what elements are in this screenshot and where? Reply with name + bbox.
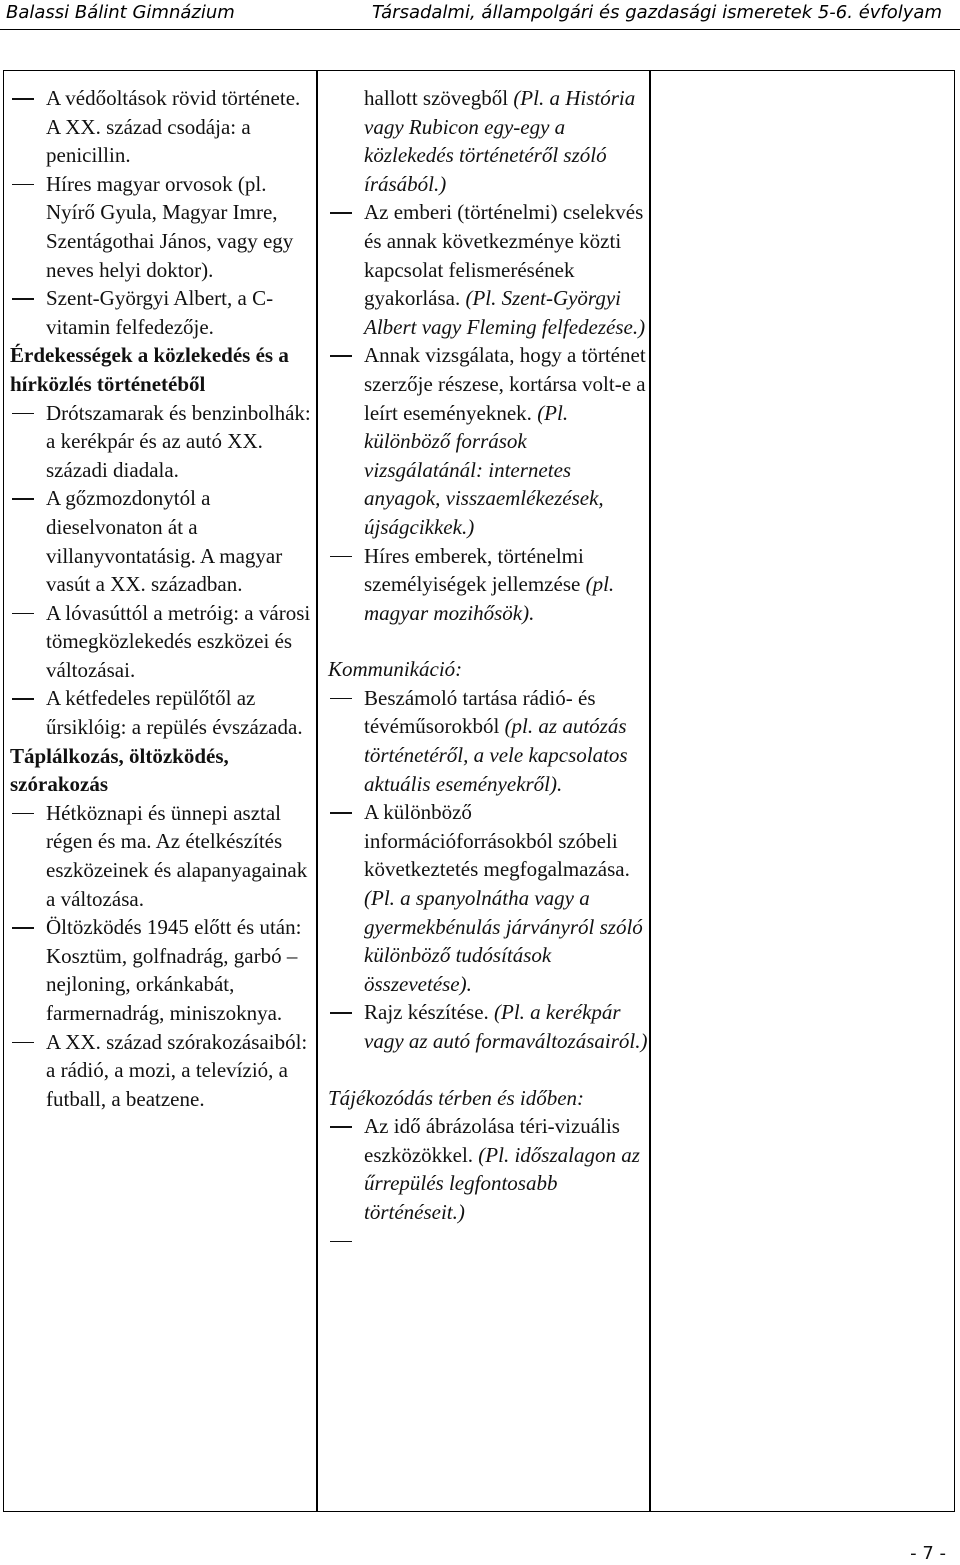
page-number: - 7 - [910, 1543, 946, 1564]
header-subject-title: Társadalmi, állampolgári és gazdasági ismeretek 5-6. évfolyam [372, 2, 942, 23]
list-item: Hétköznapi és ünnepi asztal régen és ma. Az ételkészítés eszközeinek és alapanyagainak a változása. [10, 799, 315, 913]
item-text: Annak vizsgálata, hogy a történet szerzője részese, kortársa volt-e a leírt eseményeknek. [364, 343, 646, 425]
list-item: A lóvasúttól a metróig: a városi tömegközlekedés eszközei és változásai. [10, 599, 315, 685]
item-text: Beszámoló tartása rádió- és tévéműsorokból [364, 685, 596, 739]
item-example: (Pl. Szent-Györgyi Albert vagy Fleming felfedezése.) [364, 286, 646, 339]
activities-column [328, 84, 648, 1255]
item-text: A különböző információforrásokból szóbeli következtetés megfogalmazása. [364, 800, 630, 882]
item-example: (Pl. a kerékpár vagy az autó formaváltozásairól.) [364, 1000, 648, 1053]
section-heading: Táplálkozás, öltözködés, szórakozás [10, 743, 229, 797]
curriculum-table [3, 70, 955, 1512]
list-item [328, 542, 648, 628]
list-item [328, 998, 648, 1055]
section-heading: Kommunikáció: [328, 657, 463, 682]
item-example: (pl. magyar mozihősök). [364, 572, 615, 625]
section-heading: Tájékozódás térben és időben: [328, 1085, 585, 1110]
section-heading: Érdekességek a közlekedés és a hírközlés történetéből [10, 343, 289, 396]
item-example: (pl. az autózás történetéről, a vele kapcsolatos aktuális eseményekről). [364, 714, 628, 796]
spacer [328, 1056, 648, 1084]
item-text: Rajz készítése. [364, 1000, 495, 1025]
list-item: A XX. század szórakozásaiból: a rádió, a mozi, a televízió, a futball, a beatzene. [10, 1028, 315, 1114]
list-item: Öltözködés 1945 előtt és után: Kosztüm, golfnadrág, garbó – nejloning, orkánkabát, farmernadrág, miniszoknya. [10, 913, 315, 1027]
spacer [328, 627, 648, 655]
list-item: A gőzmozdonytól a dieselvonaton át a villanyvontatásig. A magyar vasút a XX. században. [10, 484, 315, 598]
item-text: hallott szövegből [364, 86, 514, 110]
empty-list-item [328, 1227, 648, 1256]
item-example: (Pl. a História vagy Rubicon egy-egy a közlekedés történetéről szóló írásából.) [364, 86, 636, 196]
list-item: A kétfedeles repülőtől az űrsiklóig: a repülés évszázada. [10, 684, 315, 741]
header-school-name: Balassi Bálint Gimnázium [6, 2, 235, 23]
item-text: Az idő ábrázolása téri-vizuális eszközökkel. [364, 1114, 620, 1167]
list-item: Szent-Györgyi Albert, a C-vitamin felfedezője. [10, 284, 315, 341]
list-item [328, 798, 648, 998]
list-item: A védőoltások rövid története. A XX. század csodája: a penicillin. [10, 84, 315, 170]
list-item: Drótszamarak és benzinbolhák: a kerékpár és az autó XX. századi diadala. [10, 399, 315, 485]
list-item [328, 341, 648, 541]
item-example: (Pl. a spanyolnátha vagy a gyermekbénulás járványról szóló különböző tudósítások összevetése). [364, 886, 643, 996]
column-divider-2 [649, 71, 651, 1511]
item-text: Híres emberek, történelmi személyiségek jellemzése [364, 543, 586, 597]
list-item [328, 198, 648, 341]
column-divider-1 [316, 71, 318, 1511]
list-item [328, 1112, 648, 1226]
content-column [10, 84, 315, 1113]
list-item [328, 684, 648, 798]
header-rule [0, 29, 960, 30]
item-example: (Pl. különböző források vizsgálatánál: internetes anyagok, visszaemlékezések, újságcikkek.) [364, 400, 604, 539]
list-item: Híres magyar orvosok (pl. Nyírő Gyula, Magyar Imre, Szentágothai János, vagy egy neves helyi doktor). [10, 170, 315, 284]
item-text: Az emberi (történelmi) cselekvés és annak következménye közti kapcsolat felismerésének gyakorlása. [364, 200, 644, 311]
page-header [0, 0, 960, 30]
continued-item [328, 84, 648, 198]
item-example: (Pl. időszalagon az űrrepülés legfontosabb történéseit.) [364, 1142, 640, 1224]
